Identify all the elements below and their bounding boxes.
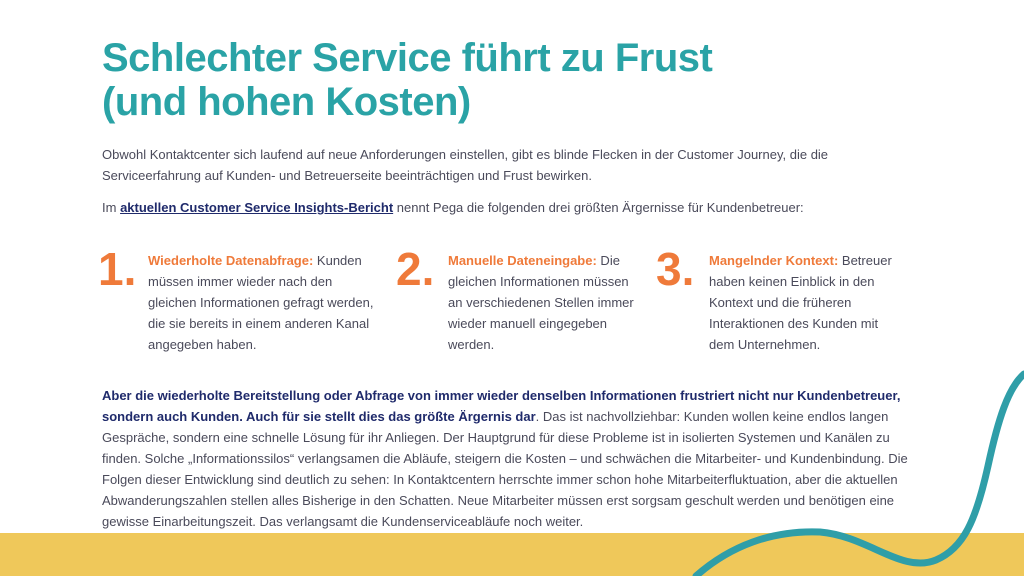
pain-point-text: [709, 250, 899, 355]
pain-point-heading: Manuelle Dateneingabe:: [448, 253, 597, 268]
pain-point-text: [448, 250, 636, 355]
body-regular-text: . Das ist nachvollziehbar: Kunden wollen keine endlos langen Gespräche, sondern eine schnelle Lösung für ihr Anliegen. Der Hauptgrund für diese Probleme ist in isolierten Systemen und Kanälen zu finden. Solche „Informationssilos“ verlangsamen die Abläufe, steigern die Kosten – und schwächen die Mitarbeiter- und Kundenbindung. Die Folgen dieser Entwicklung sind deutlich zu sehen: In Kontaktcentern herrschte immer schon hohe Mitarbeiterfluktuation, aber die aktuellen Abwanderungszahlen stellen alles Bisherige in den Schatten. Neue Mitarbeiter müssen erst sorgsam geschult werden und benötigen eine gewisse Einarbeitungszeit. Das verlangsamt die Kundenserviceabläufe noch weiter.: [102, 409, 908, 529]
footer-band: [0, 533, 1024, 576]
pain-point-number: 1.: [98, 243, 137, 295]
intro-paragraph: Obwohl Kontaktcenter sich laufend auf neue Anforderungen einstellen, gibt es blinde Flecken in der Customer Journey, die die Serviceerfahrung auf Kunden- und Betreuerseite beeinträchtigen und Frust bewirken.: [102, 147, 829, 183]
pain-point-heading: Wiederholte Datenabfrage:: [148, 253, 314, 268]
pain-point-description: Betreuer haben keinen Einblick in den Kontext und die früheren Interaktionen des Kunden mit dem Unternehmen.: [709, 253, 892, 352]
body-bold-text: Aber die wiederholte Bereitstellung oder Abfrage von immer wieder denselben Informationen frustriert nicht nur Kundenbetreuer, sondern auch Kunden. Auch für sie stellt dies das größte Ärgernis dar: [102, 388, 901, 424]
body-paragraph: [102, 385, 918, 532]
report-suffix: nennt Pega die folgenden drei größten Ärgernisse für Kundenbetreuer:: [393, 200, 804, 215]
pain-point-number: 3.: [656, 243, 695, 295]
title-line-1: Schlechter Service führt zu Frust: [102, 36, 713, 80]
title-line-2: (und hohen Kosten): [102, 80, 471, 124]
report-link[interactable]: aktuellen Customer Service Insights-Bericht: [120, 200, 394, 215]
page-title: [102, 36, 712, 124]
pain-point-text: [148, 250, 376, 355]
report-sentence: [102, 197, 892, 218]
pain-point-description: Kunden müssen immer wieder nach den gleichen Informationen gefragt werden, die sie bereits in einem anderen Kanal angegeben haben.: [148, 253, 374, 352]
pain-point-heading: Mangelnder Kontext:: [709, 253, 839, 268]
report-prefix: Im: [102, 200, 121, 215]
pain-point-number: 2.: [396, 243, 435, 295]
pain-point-description: Die gleichen Informationen müssen an verschiedenen Stellen immer wieder manuell eingegeben werden.: [448, 253, 634, 352]
